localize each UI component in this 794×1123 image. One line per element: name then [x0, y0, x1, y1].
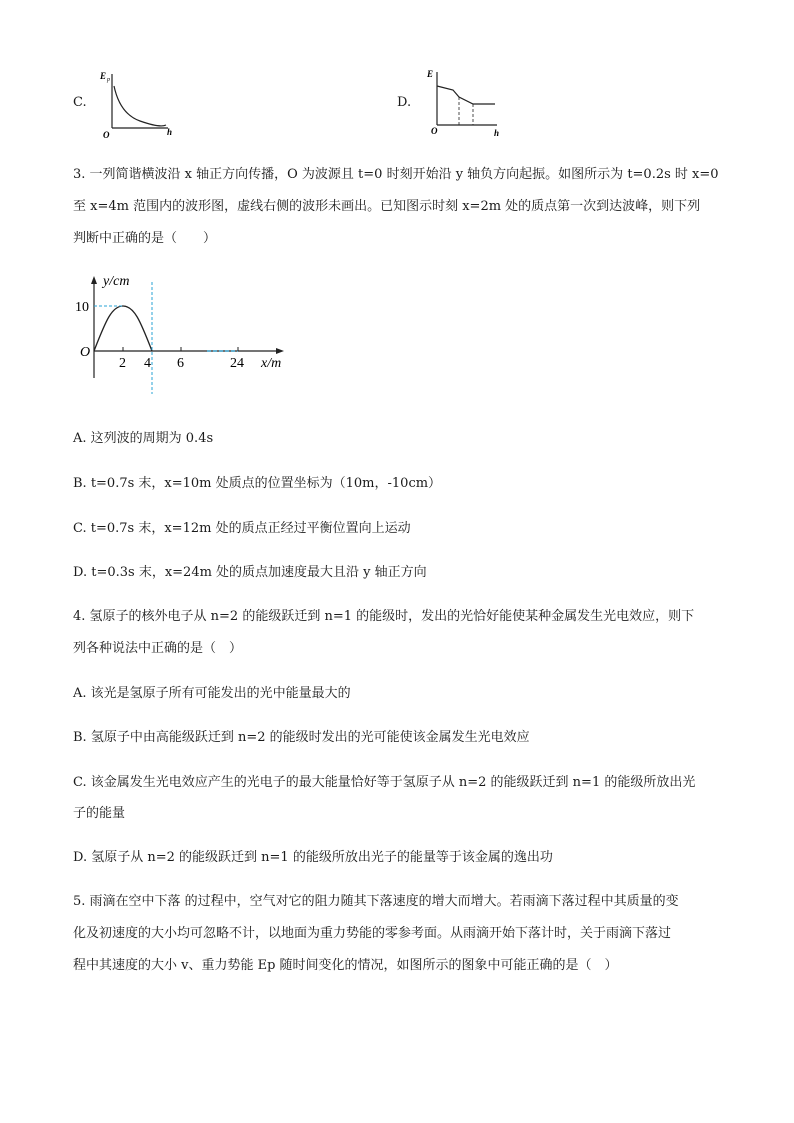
option-d-label: D. [397, 95, 412, 110]
q3-option-a: A. 这列波的周期为 0.4s [73, 431, 214, 446]
q3-option-c: C. t=0.7s 末，x=12m 处的质点正经过平衡位置向上运动 [73, 521, 411, 536]
q4-option-c-line-2: 子的能量 [73, 806, 126, 821]
q3-amp-label: 10 [75, 300, 89, 315]
q4-option-a: A. 该光是氢原子所有可能发出的光中能量最大的 [73, 686, 351, 701]
q4-text-line-2: 列各种说法中正确的是（ ） [73, 641, 243, 656]
option-c-graph [96, 68, 181, 140]
q3-y-label: y/cm [103, 274, 130, 289]
option-d-x-axis: h [494, 128, 500, 138]
q3-origin-label: O [80, 345, 91, 360]
option-c-origin: O [103, 130, 110, 140]
q3-wave-graph [72, 270, 302, 400]
q4-option-b: B. 氢原子中由高能级跃迁到 n=2 的能级时发出的光可能使该金属发生光电效应 [73, 730, 530, 745]
q3-x-label: x/m [261, 356, 282, 371]
q4-option-d: D. 氢原子从 n=2 的能级跃迁到 n=1 的能级所放出光子的能量等于该金属的逸出功 [73, 850, 553, 865]
q3-tick-6: 6 [177, 356, 184, 371]
option-c-y-sub: p [107, 77, 110, 83]
option-d-graph [425, 64, 510, 139]
option-c-label: C. [73, 95, 87, 110]
option-d-y-axis: E [427, 69, 434, 79]
q3-text-line-1: 3. 一列简谐横波沿 x 轴正方向传播，O 为波源且 t=0 时刻开始沿 y 轴负方向起振。如图所示为 t=0.2s 时 x=0 [73, 167, 719, 182]
q3-option-d: D. t=0.3s 末，x=24m 处的质点加速度最大且沿 y 轴正方向 [73, 565, 427, 580]
q3-tick-24: 24 [230, 356, 244, 371]
q4-text-line-1: 4. 氢原子的核外电子从 n=2 的能级跃迁到 n=1 的能级时，发出的光恰好能使某种金属发生光电效应，则下 [73, 609, 695, 624]
q4-option-c-line-1: C. 该金属发生光电效应产生的光电子的最大能量恰好等于氢原子从 n=2 的能级跃迁到 n=1 的能级所放出光 [73, 775, 696, 790]
q5-text-line-2: 化及初速度的大小均可忽略不计，以地面为重力势能的零参考面。从雨滴开始下落计时，关于雨滴下落过 [73, 926, 672, 941]
q3-tick-4: 4 [144, 356, 151, 371]
q3-text-line-3: 判断中正确的是（ ） [73, 231, 217, 246]
q3-text-line-2: 至 x=4m 范围内的波形图，虚线右侧的波形未画出。已知图示时刻 x=2m 处的质点第一次到达波峰，则下列 [73, 199, 701, 214]
q5-text-line-3: 程中其速度的大小 v、重力势能 Ep 随时间变化的情况，如图所示的图象中可能正确的是（ ） [73, 958, 618, 973]
option-d-origin: O [431, 126, 438, 136]
q3-tick-2: 2 [119, 356, 126, 371]
q5-text-line-1: 5. 雨滴在空中下落 的过程中，空气对它的阻力随其下落速度的增大而增大。若雨滴下落过程中其质量的变 [73, 894, 679, 909]
option-c-y-axis: E [100, 71, 107, 81]
q3-option-b: B. t=0.7s 末，x=10m 处质点的位置坐标为（10m，-10cm） [73, 476, 442, 491]
option-c-x-axis: h [167, 127, 173, 137]
